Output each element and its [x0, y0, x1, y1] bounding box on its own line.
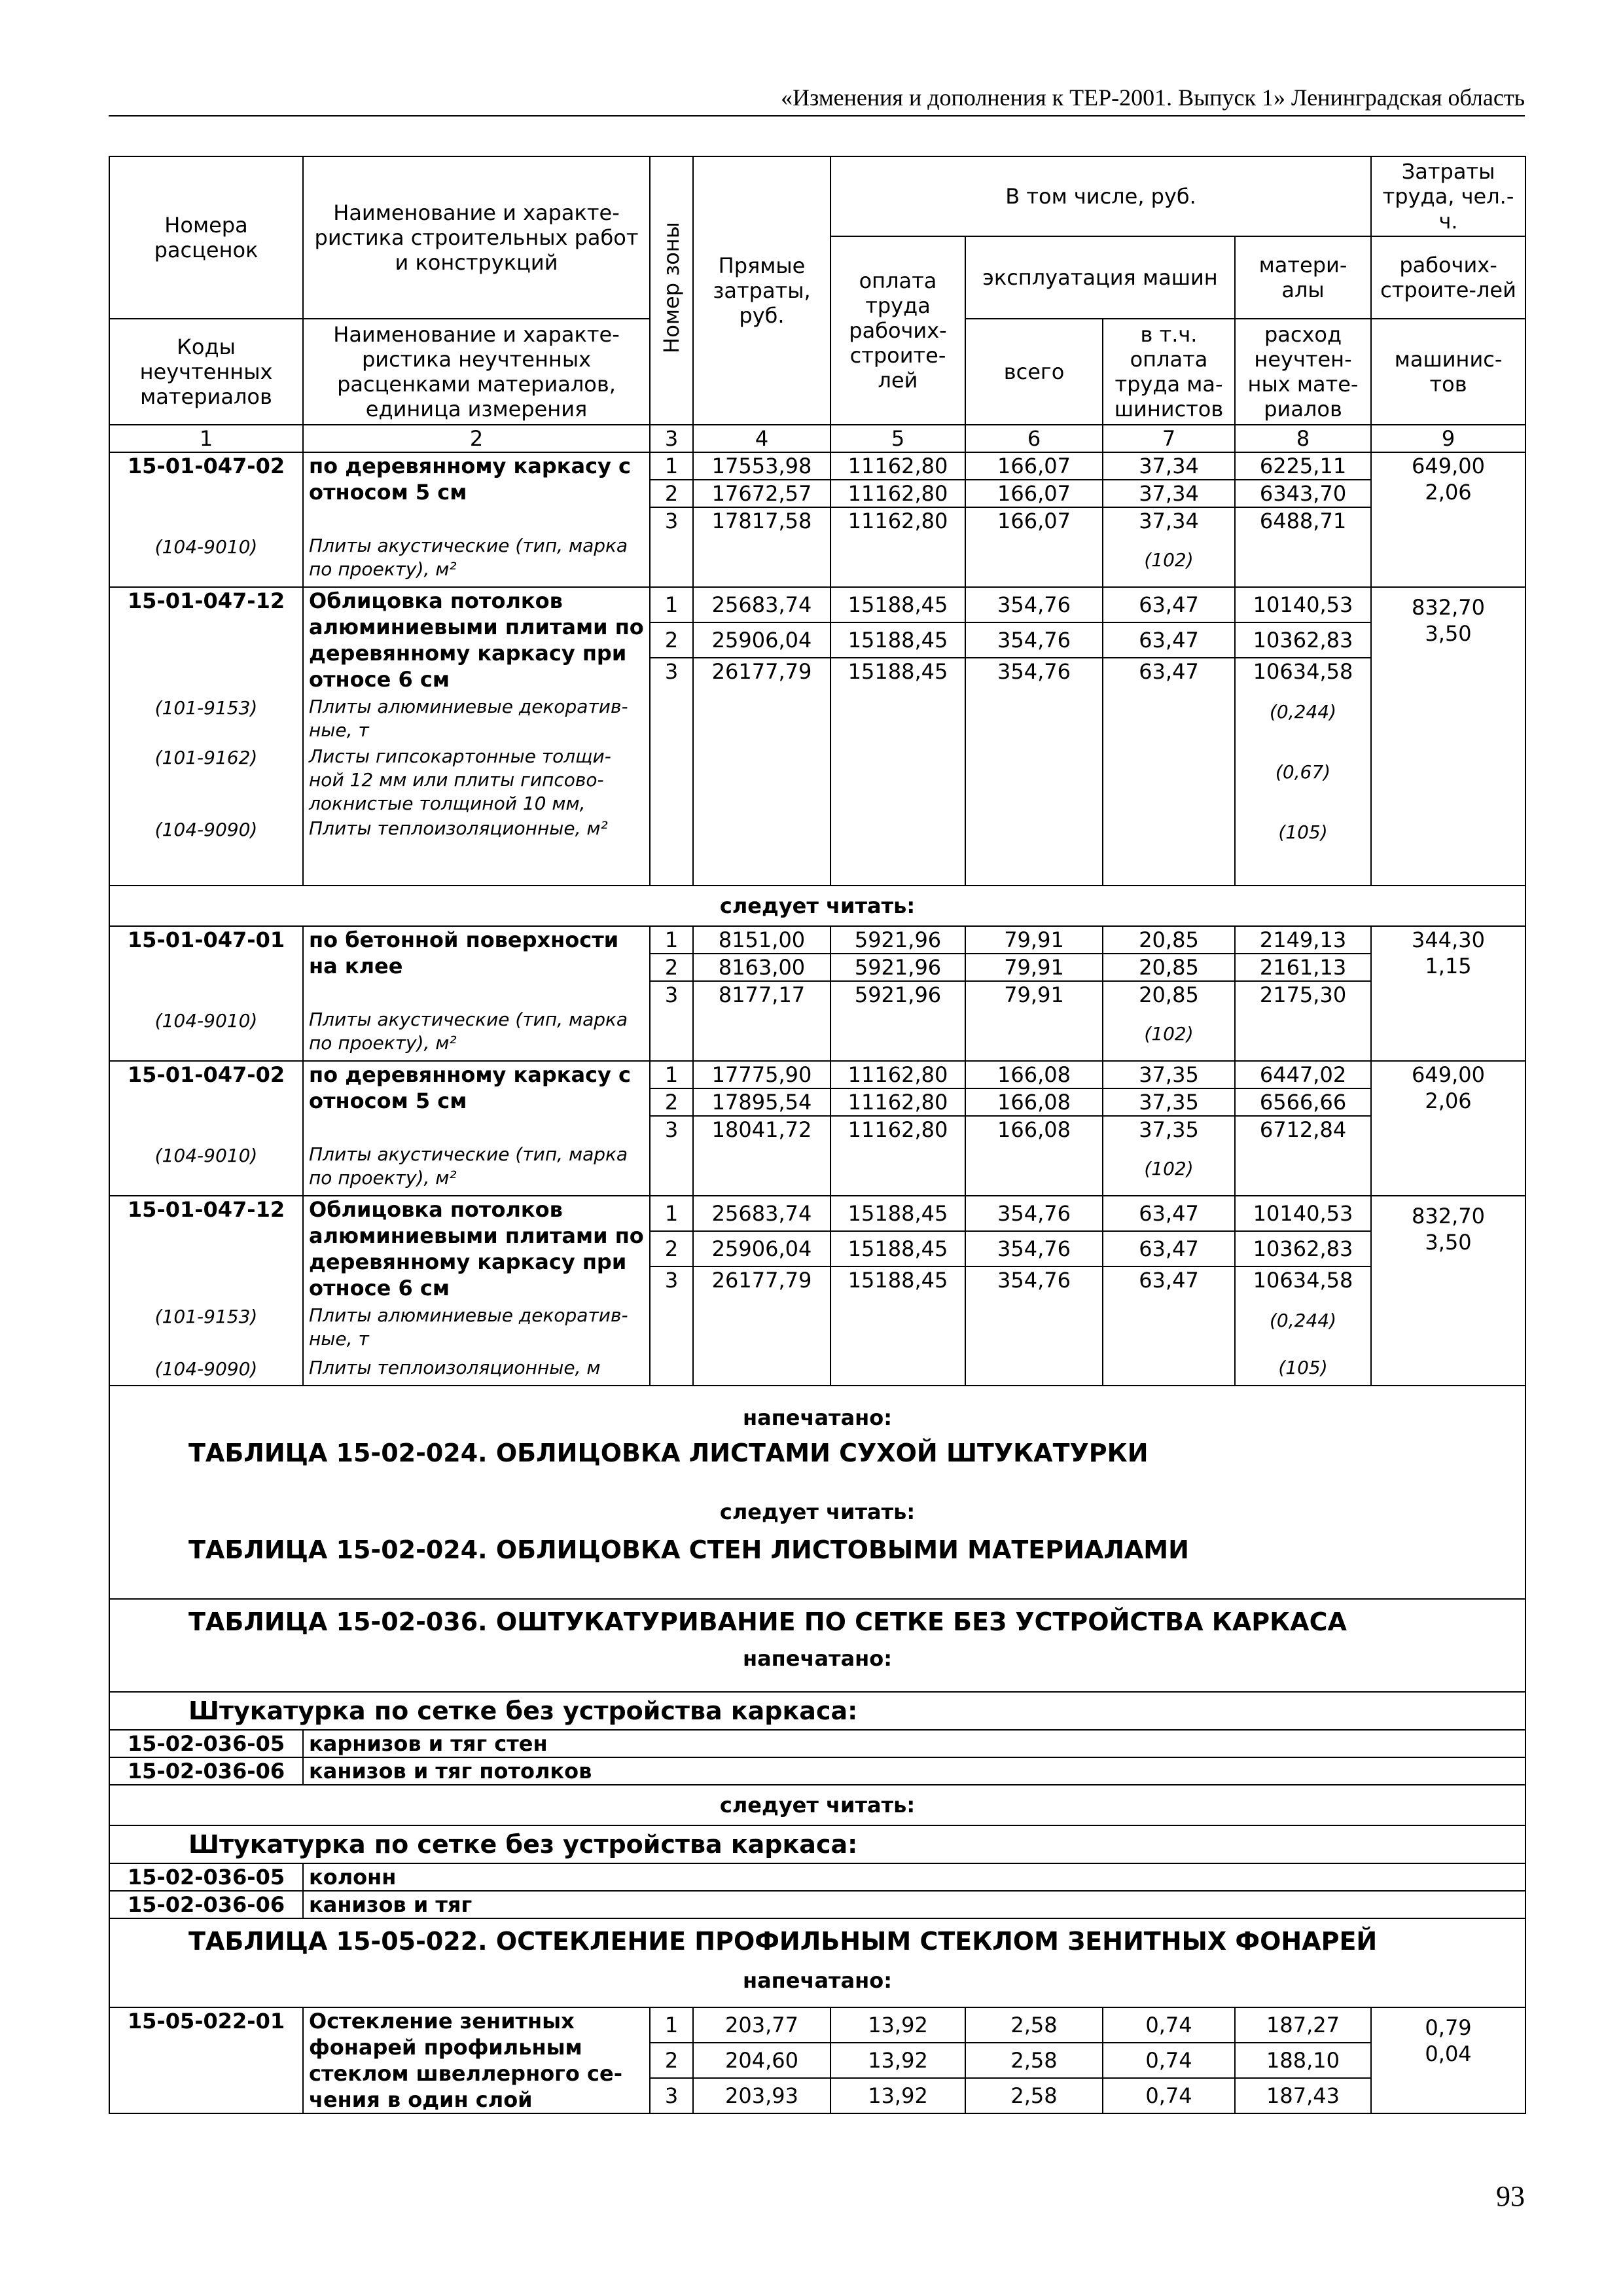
price-table	[109, 156, 1526, 2114]
machinists-pay: 20,85	[1103, 926, 1235, 954]
direct-costs: 17553,98	[693, 452, 830, 480]
material-codes	[109, 692, 303, 886]
material-values	[1235, 1301, 1371, 1386]
material-row	[109, 1008, 1525, 1061]
workers-pay: 5921,96	[830, 954, 965, 981]
hdr-machine-operation: эксплуатация машин	[965, 236, 1235, 319]
hdr-materials: матери-алы	[1235, 236, 1371, 319]
hdr-workers-pay: оплата труда рабочих-строите-лей	[830, 236, 965, 425]
zone: 3	[650, 1116, 693, 1143]
materials: 10634,58	[1235, 658, 1371, 692]
direct-costs: 25683,74	[693, 587, 830, 622]
printed-label: напечатано:	[742, 1405, 893, 1430]
zone: 2	[650, 954, 693, 981]
table-row	[109, 1891, 1525, 1918]
machinists-pay: 63,47	[1103, 1266, 1235, 1301]
hdr-direct-costs: Прямые затраты, руб.	[693, 156, 830, 425]
materials: 6566,66	[1235, 1088, 1371, 1116]
machinists-pay: 37,34	[1103, 507, 1235, 534]
direct-costs: 25906,04	[693, 622, 830, 658]
machines-total: 354,76	[965, 1196, 1103, 1231]
running-head: «Изменения и дополнения к ТЕР-2001. Выпуск 1» Ленинградская область	[781, 84, 1525, 111]
direct-costs: 203,77	[693, 2007, 830, 2043]
machines-total: 354,76	[965, 587, 1103, 622]
machines-total: 166,08	[965, 1116, 1103, 1143]
labor-machinists: 2,06	[1425, 480, 1472, 505]
direct-costs: 17775,90	[693, 1061, 830, 1088]
col-number: 4	[693, 425, 830, 452]
work-name: Облицовка потолков алюминиевыми плитами по деревянному каркасу при относе 6 см	[303, 587, 650, 692]
material-value: (105)	[1278, 1357, 1328, 1378]
labor-costs	[1371, 1196, 1525, 1301]
workers-pay: 15188,45	[830, 587, 965, 622]
machines-total: 79,91	[965, 981, 1103, 1008]
work-name: канизов и тяг	[303, 1891, 1525, 1918]
labor-workers: 0,79	[1425, 2015, 1472, 2040]
hdr-labor-costs: Затраты труда, чел.-ч.	[1371, 156, 1525, 236]
zone: 2	[650, 480, 693, 507]
material-value: (102)	[1103, 534, 1235, 587]
table-row	[109, 1196, 1525, 1231]
labor-workers: 649,00	[1412, 454, 1486, 478]
workers-pay: 5921,96	[830, 981, 965, 1008]
machinists-pay: 20,85	[1103, 954, 1235, 981]
labor-workers: 344,30	[1412, 927, 1486, 952]
materials: 10140,53	[1235, 587, 1371, 622]
rate-code: 15-01-047-02	[109, 1061, 303, 1143]
hdr-material-codes: Коды неучтенных материалов	[109, 319, 303, 425]
machines-total: 354,76	[965, 658, 1103, 692]
direct-costs: 25906,04	[693, 1231, 830, 1266]
table-row	[109, 1757, 1525, 1785]
zone: 3	[650, 981, 693, 1008]
col-number: 8	[1235, 425, 1371, 452]
labor-machinists: 1,15	[1425, 954, 1472, 978]
table-036-subtitle: Штукатурка по сетке без устройства каркаса:	[109, 1692, 1525, 1730]
zone: 2	[650, 1231, 693, 1266]
machinists-pay: 37,35	[1103, 1061, 1235, 1088]
zone: 1	[650, 1196, 693, 1231]
hdr-material-names: Наименование и характе-ристика неучтенных расценками материалов, единица измерения	[303, 319, 650, 425]
machines-total: 2,58	[965, 2007, 1103, 2043]
hdr-work-name: Наименование и характе-ристика строительных работ и конструкций	[303, 156, 650, 319]
hdr-machinists-pay: в т.ч. оплата труда ма-шинистов	[1103, 319, 1235, 425]
materials: 10362,83	[1235, 1231, 1371, 1266]
col-number: 5	[830, 425, 965, 452]
workers-pay: 5921,96	[830, 926, 965, 954]
material-code: (104-9090)	[154, 819, 258, 840]
hdr-zone	[650, 156, 693, 425]
material-row	[109, 692, 1525, 886]
table-row	[109, 2007, 1525, 2043]
materials: 6225,11	[1235, 452, 1371, 480]
col-number: 6	[965, 425, 1103, 452]
machinists-pay: 63,47	[1103, 1231, 1235, 1266]
labor-machinists: 3,50	[1425, 621, 1472, 646]
zone: 1	[650, 587, 693, 622]
col-number: 3	[650, 425, 693, 452]
machinists-pay: 0,74	[1103, 2078, 1235, 2113]
table-036-subtitle: Штукатурка по сетке без устройства каркаса:	[109, 1825, 1525, 1863]
zone: 1	[650, 452, 693, 480]
col-number: 9	[1371, 425, 1525, 452]
material-row	[109, 1301, 1525, 1386]
material-value: (105)	[1278, 821, 1328, 843]
work-name: карнизов и тяг стен	[303, 1730, 1525, 1757]
machines-total: 354,76	[965, 622, 1103, 658]
hdr-zone-text: Номер зоны	[659, 222, 684, 353]
machines-total: 354,76	[965, 1231, 1103, 1266]
work-name: по деревянному каркасу с относом 5 см	[303, 452, 650, 534]
table-024-section	[109, 1386, 1525, 1599]
work-name: Остекление зенитных фонарей профильным стеклом швеллерного се-чения в один слой	[303, 2007, 650, 2113]
labor-costs	[1371, 1061, 1525, 1143]
col-number: 2	[303, 425, 650, 452]
machines-total: 166,07	[965, 507, 1103, 534]
materials: 2175,30	[1235, 981, 1371, 1008]
material-name: Листы гипсокартонные толщи-ной 12 мм или плиты гипсово-локнистые толщиной 10 мм,	[309, 745, 611, 814]
machines-total: 166,08	[965, 1088, 1103, 1116]
machinists-pay: 63,47	[1103, 622, 1235, 658]
should-read-label: следует читать:	[109, 1785, 1525, 1825]
material-value: (0,67)	[1275, 761, 1331, 783]
rate-code: 15-02-036-06	[109, 1891, 303, 1918]
material-values	[1235, 692, 1371, 886]
should-read-label: следует читать:	[109, 886, 1525, 926]
labor-machinists: 0,04	[1425, 2041, 1472, 2066]
workers-pay: 11162,80	[830, 1116, 965, 1143]
material-codes	[109, 1301, 303, 1386]
machinists-pay: 63,47	[1103, 658, 1235, 692]
workers-pay: 15188,45	[830, 622, 965, 658]
machines-total: 79,91	[965, 926, 1103, 954]
direct-costs: 204,60	[693, 2043, 830, 2078]
work-name: колонн	[303, 1863, 1525, 1891]
should-read-label: следует читать:	[719, 1499, 916, 1524]
material-name: Плиты акустические (тип, марка по проекту), м²	[303, 1143, 650, 1196]
machines-total: 2,58	[965, 2043, 1103, 2078]
direct-costs: 18041,72	[693, 1116, 830, 1143]
materials: 2161,13	[1235, 954, 1371, 981]
table-row	[109, 1730, 1525, 1757]
direct-costs: 203,93	[693, 2078, 830, 2113]
machinists-pay: 63,47	[1103, 587, 1235, 622]
table-row	[109, 926, 1525, 954]
materials: 187,43	[1235, 2078, 1371, 2113]
workers-pay: 15188,45	[830, 1231, 965, 1266]
direct-costs: 17895,54	[693, 1088, 830, 1116]
zone: 1	[650, 926, 693, 954]
zone: 3	[650, 658, 693, 692]
table-row	[109, 1061, 1525, 1088]
machines-total: 79,91	[965, 954, 1103, 981]
rate-code: 15-01-047-01	[109, 926, 303, 1008]
hdr-rate-numbers: Номера расценок	[109, 156, 303, 319]
printed-label: напечатано:	[742, 1646, 893, 1671]
rate-code: 15-01-047-12	[109, 1196, 303, 1301]
material-code: (104-9090)	[154, 1358, 258, 1380]
direct-costs: 8177,17	[693, 981, 830, 1008]
materials: 6488,71	[1235, 507, 1371, 534]
zone: 1	[650, 2007, 693, 2043]
material-value: (102)	[1103, 1143, 1235, 1196]
rate-code: 15-01-047-02	[109, 452, 303, 534]
rate-code: 15-01-047-12	[109, 587, 303, 692]
zone: 2	[650, 2043, 693, 2078]
labor-costs	[1371, 2007, 1525, 2113]
rate-code: 15-02-036-06	[109, 1757, 303, 1785]
labor-costs	[1371, 926, 1525, 1008]
material-code: (104-9010)	[109, 1143, 303, 1196]
workers-pay: 13,92	[830, 2007, 965, 2043]
material-name: Плиты акустические (тип, марка по проекту), м²	[303, 534, 650, 587]
material-row	[109, 534, 1525, 587]
direct-costs: 26177,79	[693, 1266, 830, 1301]
table-022-title: ТАБЛИЦА 15-05-022. ОСТЕКЛЕНИЕ ПРОФИЛЬНЫМ СТЕКЛОМ ЗЕНИТНЫХ ФОНАРЕЙ	[188, 1927, 1378, 1956]
hdr-machinists-labor: машинис-тов	[1371, 319, 1525, 425]
labor-workers: 832,70	[1412, 1204, 1486, 1229]
direct-costs: 8163,00	[693, 954, 830, 981]
machinists-pay: 37,35	[1103, 1088, 1235, 1116]
machinists-pay: 63,47	[1103, 1196, 1235, 1231]
table-row	[109, 452, 1525, 480]
work-name: Облицовка потолков алюминиевыми плитами по деревянному каркасу при относе 6 см	[303, 1196, 650, 1301]
material-code: (101-9162)	[154, 747, 258, 768]
material-code: (104-9010)	[109, 534, 303, 587]
zone: 2	[650, 622, 693, 658]
material-names	[303, 1301, 650, 1386]
material-name: Плиты акустические (тип, марка по проекту), м²	[303, 1008, 650, 1061]
material-value: (0,244)	[1270, 1310, 1337, 1331]
printed-label: напечатано:	[742, 1968, 893, 1993]
machines-total: 166,07	[965, 452, 1103, 480]
table-row	[109, 1863, 1525, 1891]
machinists-pay: 20,85	[1103, 981, 1235, 1008]
work-name: по бетонной поверхности на клее	[303, 926, 650, 1008]
machines-total: 166,07	[965, 480, 1103, 507]
labor-costs	[1371, 587, 1525, 692]
column-numbers-row	[109, 425, 1525, 452]
rate-code: 15-05-022-01	[109, 2007, 303, 2113]
workers-pay: 15188,45	[830, 1266, 965, 1301]
work-name: канизов и тяг потолков	[303, 1757, 1525, 1785]
labor-workers: 832,70	[1412, 595, 1486, 620]
material-name: Плиты теплоизоляционные, м²	[309, 817, 608, 839]
hdr-machines-total: всего	[965, 319, 1103, 425]
zone: 3	[650, 507, 693, 534]
workers-pay: 15188,45	[830, 658, 965, 692]
material-name: Плиты теплоизоляционные, м	[309, 1357, 601, 1378]
machines-total: 354,76	[965, 1266, 1103, 1301]
direct-costs: 25683,74	[693, 1196, 830, 1231]
zone: 3	[650, 2078, 693, 2113]
zone: 1	[650, 1061, 693, 1088]
direct-costs: 17672,57	[693, 480, 830, 507]
workers-pay: 11162,80	[830, 480, 965, 507]
materials: 10362,83	[1235, 622, 1371, 658]
labor-machinists: 2,06	[1425, 1088, 1472, 1113]
machinists-pay: 0,74	[1103, 2007, 1235, 2043]
table-row	[109, 587, 1525, 622]
direct-costs: 17817,58	[693, 507, 830, 534]
material-name: Плиты алюминиевые декоратив-ные, т	[309, 1304, 628, 1350]
material-code: (101-9153)	[154, 1306, 258, 1327]
col-number: 1	[109, 425, 303, 452]
direct-costs: 8151,00	[693, 926, 830, 954]
material-code: (101-9153)	[154, 697, 258, 719]
table-036-header	[109, 1599, 1525, 1692]
materials: 187,27	[1235, 2007, 1371, 2043]
workers-pay: 15188,45	[830, 1196, 965, 1231]
rate-code: 15-02-036-05	[109, 1730, 303, 1757]
table-036-title: ТАБЛИЦА 15-02-036. ОШТУКАТУРИВАНИЕ ПО СЕТКЕ БЕЗ УСТРОЙСТВА КАРКАСА	[188, 1607, 1347, 1636]
labor-workers: 649,00	[1412, 1062, 1486, 1087]
material-code: (104-9010)	[109, 1008, 303, 1061]
workers-pay: 11162,80	[830, 507, 965, 534]
table-024-printed-title: ТАБЛИЦА 15-02-024. ОБЛИЦОВКА ЛИСТАМИ СУХОЙ ШТУКАТУРКИ	[188, 1439, 1149, 1467]
materials: 2149,13	[1235, 926, 1371, 954]
material-value: (0,244)	[1270, 701, 1337, 723]
machinists-pay: 37,34	[1103, 480, 1235, 507]
labor-costs	[1371, 452, 1525, 534]
labor-machinists: 3,50	[1425, 1230, 1472, 1255]
machinists-pay: 37,35	[1103, 1116, 1235, 1143]
material-names	[303, 692, 650, 886]
machines-total: 166,08	[965, 1061, 1103, 1088]
page-number: 93	[1496, 2180, 1525, 2212]
work-name: по деревянному каркасу с относом 5 см	[303, 1061, 650, 1143]
machinists-pay: 0,74	[1103, 2043, 1235, 2078]
workers-pay: 11162,80	[830, 1061, 965, 1088]
machines-total: 2,58	[965, 2078, 1103, 2113]
zone: 3	[650, 1266, 693, 1301]
hdr-material-consumption: расход неучтен-ных мате-риалов	[1235, 319, 1371, 425]
materials: 6447,02	[1235, 1061, 1371, 1088]
material-name: Плиты алюминиевые декоратив-ные, т	[309, 696, 628, 741]
material-value: (102)	[1103, 1008, 1235, 1061]
material-row	[109, 1143, 1525, 1196]
hdr-workers-labor: рабочих-строите-лей	[1371, 236, 1525, 319]
machinists-pay: 37,34	[1103, 452, 1235, 480]
materials: 10140,53	[1235, 1196, 1371, 1231]
table-022-header	[109, 1918, 1525, 2007]
hdr-including: В том числе, руб.	[830, 156, 1371, 236]
table-024-correct-title: ТАБЛИЦА 15-02-024. ОБЛИЦОВКА СТЕН ЛИСТОВЫМИ МАТЕРИАЛАМИ	[188, 1535, 1189, 1564]
workers-pay: 13,92	[830, 2078, 965, 2113]
materials: 6712,84	[1235, 1116, 1371, 1143]
rate-code: 15-02-036-05	[109, 1863, 303, 1891]
materials: 10634,58	[1235, 1266, 1371, 1301]
workers-pay: 11162,80	[830, 452, 965, 480]
zone: 2	[650, 1088, 693, 1116]
workers-pay: 13,92	[830, 2043, 965, 2078]
workers-pay: 11162,80	[830, 1088, 965, 1116]
col-number: 7	[1103, 425, 1235, 452]
materials: 188,10	[1235, 2043, 1371, 2078]
materials: 6343,70	[1235, 480, 1371, 507]
header-rule	[109, 115, 1525, 117]
direct-costs: 26177,79	[693, 658, 830, 692]
